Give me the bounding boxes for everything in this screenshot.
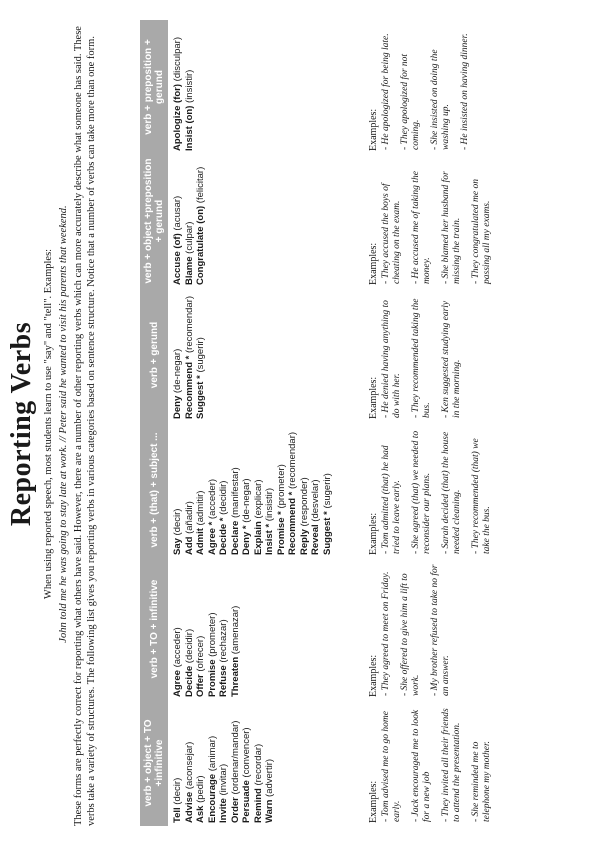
verb-list — [168, 288, 362, 422]
verb-entry: Encourage (animar) — [206, 735, 218, 823]
example-sentence: - They congratulated me on passing all my exams. — [471, 178, 492, 284]
example-list — [381, 558, 501, 700]
verb-entry: Insist (on) (insistir) — [183, 69, 195, 151]
example-sentence: - He accused me of taking the money. — [411, 171, 432, 284]
verb-entry: Admit (admitir) — [195, 490, 206, 555]
examples-label: Examples: — [368, 512, 379, 555]
example-sentence: - Sarah decided (that) the house needed cleaning. — [441, 431, 462, 554]
verb-entry: Accuse (of) (acusar) — [172, 195, 183, 285]
verb-entry: Tell (decir) — [172, 777, 183, 823]
verb-entry: Congratulate (on) (felicitar) — [195, 166, 206, 285]
example-sentence: - Tom advised me to go home early. — [381, 710, 402, 822]
example-sentence: - They accused the boys of cheating on the exam. — [381, 183, 402, 284]
page-title: Reporting Verbs — [6, 321, 37, 527]
examples-label: Examples: — [368, 376, 379, 419]
verb-list — [168, 20, 362, 154]
verb-entry: Deny (de-negar) — [172, 348, 183, 419]
example-sentence: - She blamed her husband for missing the train. — [441, 171, 462, 284]
intro-line-1: When using reported speech, most students learn to use "say" and "tell". Examples: — [43, 248, 54, 600]
verb-entry: Order (ordenar/mandar) — [229, 720, 241, 823]
verb-entry: Advise (aconsejar) — [183, 741, 195, 823]
verb-entry: Suggest * (sugerir) — [321, 473, 333, 555]
column-header: verb + object + TO +infinitive — [140, 700, 168, 826]
example-sentence: - She insisted on doing the washing up. — [430, 49, 451, 150]
example-list — [381, 422, 501, 558]
examples-label: Examples: — [368, 780, 379, 823]
verb-entry: Blame (culpar) — [183, 221, 195, 285]
verb-entry: Promise (prometer) — [206, 612, 218, 697]
verb-list — [168, 558, 362, 700]
example-sentence: - She reminded me to telephone my mother. — [471, 741, 492, 822]
examples-label: Examples: — [368, 242, 379, 285]
examples-label: Examples: — [368, 654, 379, 697]
example-sentence: - She agreed (that) we needed to reconsider our plans. — [411, 430, 432, 554]
verb-entry: Invite (invitar) — [218, 763, 229, 823]
column-header: verb + TO + infinitive — [140, 558, 168, 700]
verb-entry: Agree * (acceder) — [206, 478, 218, 555]
example-sentence: - He apologized for being late. — [381, 33, 391, 150]
column-header: verb + preposition + gerund — [140, 20, 168, 154]
example-list — [381, 288, 501, 422]
verb-entry: Ask (pedir) — [195, 775, 206, 823]
verb-list — [168, 154, 362, 288]
verb-entry: Declare (manifestar) — [229, 467, 241, 555]
verb-entry: Decide * (decidir) — [218, 480, 229, 555]
examples-label-row — [362, 20, 381, 826]
verb-entry: Persuade (convencer) — [241, 727, 252, 823]
verb-entry: Explain (explicar) — [252, 479, 264, 555]
example-sentence: - He insisted on having dinner. — [460, 33, 470, 150]
intro-paragraph: These forms are perfectly correct for reporting what others have said. However, there are a number of other reporting verbs which can more accurately describe what someone has said. These verbs take a variety of structures. The following list gives you reporting verbs in various categories based on sentence structure. Notice that a number of verbs can take more than one form. — [73, 26, 97, 826]
example-sentence: - My brother refused to take no for an answer. — [430, 564, 451, 696]
example-sentence: - He denied having anything to do with her. — [381, 300, 402, 418]
example-sentence: - She offered to give him a lift to work. — [400, 573, 421, 696]
example-list — [381, 700, 501, 826]
reporting-verbs-table — [140, 20, 501, 826]
example-sentence: - They agreed to meet on Friday. — [381, 571, 391, 696]
example-list — [381, 20, 501, 154]
verb-entry: Suggest * (sugerir) — [195, 337, 206, 419]
example-sentence: - Ken suggested studying early in the morning. — [441, 300, 462, 418]
verb-entry: Recommend * (recomendar) — [287, 431, 298, 555]
example-sentence: - They recommended taking the bus. — [411, 298, 432, 418]
intro-text — [42, 22, 100, 826]
verb-entry: Reveal (desvelar) — [310, 479, 321, 555]
verb-entry: Remind (recordar) — [252, 743, 264, 823]
examples-row — [381, 20, 501, 826]
example-sentence: - They recommended (that) we take the bus. — [471, 438, 492, 554]
column-header: verb + gerund — [140, 288, 168, 422]
verb-entry: Warn (advertir) — [264, 758, 275, 823]
column-header: verb + object +preposition + gerund — [140, 154, 168, 288]
verb-entry: Apologize (for) (disculpar) — [172, 36, 183, 151]
table-header-row — [140, 20, 168, 826]
verb-entry: Add (añadir) — [183, 501, 195, 555]
examples-label: Examples: — [368, 108, 379, 151]
verb-entry: Offer (ofrecer) — [195, 635, 206, 697]
verb-lists-row — [168, 20, 362, 826]
example-sentence: - Jack encouraged me to look for a new job — [411, 709, 432, 822]
example-sentence: - They invited all their friends to attend the presentation. — [441, 708, 462, 822]
verb-entry: Decide (decidir) — [183, 628, 195, 697]
verb-entry: Threaten (amenazar) — [229, 605, 241, 697]
verb-entry: Reply (responder) — [298, 477, 310, 555]
verb-entry: Refuse (rechazar) — [218, 619, 229, 697]
example-list — [381, 154, 501, 288]
verb-entry: Agree (acceder) — [172, 627, 183, 697]
example-sentence: - Tom admitted (that) he had tried to leave early. — [381, 445, 402, 554]
example-sentence: - They apologized for not coming. — [400, 53, 421, 150]
column-header: verb + (that) + subject ... — [140, 422, 168, 558]
verb-entry: Say (decir) — [172, 508, 183, 555]
intro-examples: John told me he was going to stay late at work. // Peter said he wanted to visit his parents that weekend. — [58, 205, 69, 643]
verb-entry: Deny * (de-negar) — [241, 478, 252, 555]
verb-entry: Promise * (prometer) — [275, 464, 287, 555]
verb-entry: Recommend * (recomendar) — [183, 295, 195, 419]
verb-entry: Insist * (insistir) — [264, 487, 275, 555]
verb-list — [168, 422, 362, 558]
verb-list — [168, 700, 362, 826]
